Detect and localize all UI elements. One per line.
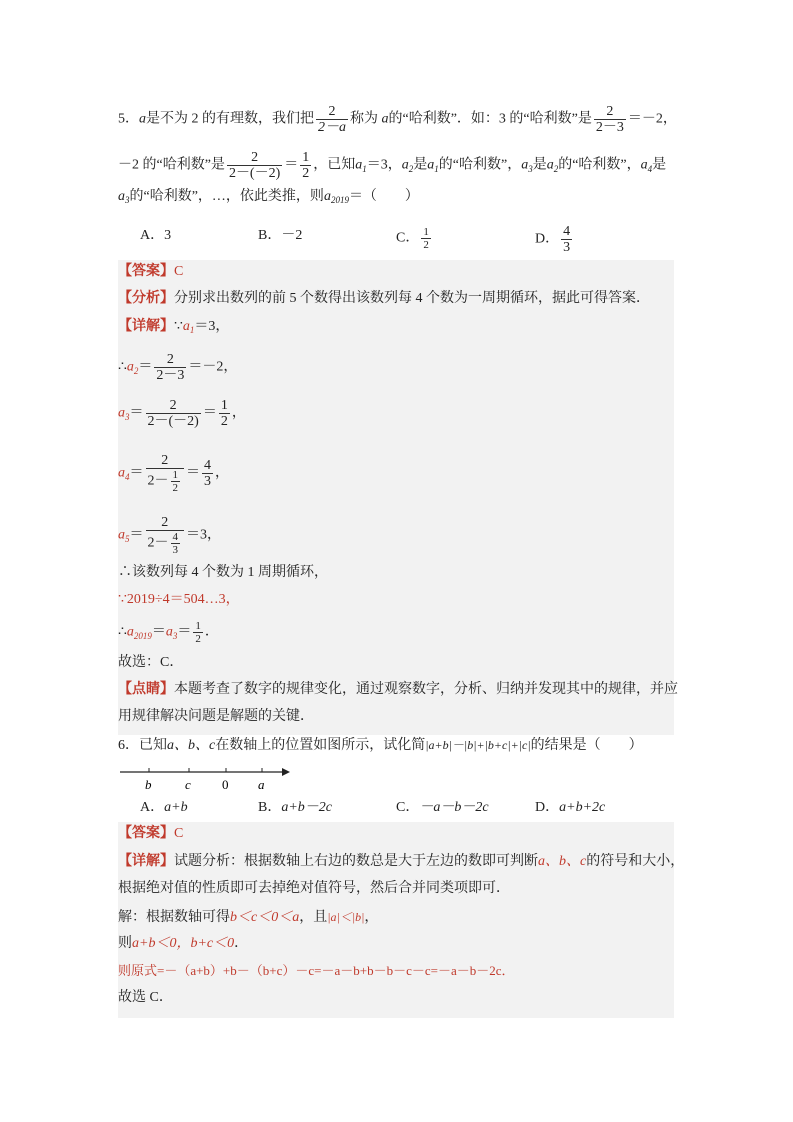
q5-option-b[interactable]: B．－2 (258, 228, 303, 243)
q6-option-d[interactable]: D．a+b+2c (535, 800, 606, 815)
q6-step-4: 故选 C． (118, 990, 173, 1005)
q5-detail-9: 故选：C． (118, 655, 184, 670)
q5-detail-2: $\therefore a_2=$ $\frac{2}{2-3}$ ＝－2， (118, 352, 238, 383)
q5-comment-2: 用规律解决问题是解题的关键． (118, 709, 314, 724)
q6-step-2: 则a+b＜0，b+c＜0． (118, 936, 249, 951)
q5-option-d[interactable]: D． $\frac{4}{3}$ (535, 224, 571, 255)
label-0: 0 (222, 777, 229, 792)
q5-option-a[interactable]: A．3 (140, 228, 172, 243)
q5-detail-8: $\therefore a_{2019}=a_3=$ $\frac{1}{2}$ ． (118, 620, 219, 645)
q6-stem: 6．已知a、b、c在数轴上的位置如图所示，试化简|a+b|－|b|+|b+c|+|c|的结果是（ ） (118, 738, 643, 753)
q5-line-3: $a_3$的“哈利数”，…，依此类推，则$a_{2019}=$（ ） (118, 189, 419, 205)
q6-option-a[interactable]: A．a+b (140, 800, 188, 815)
q5-line-1: 5．a是不为 2 的有理数，我们把 $\frac{2}{2-a}$ 称为 a的“哈利数”．如：3 的“哈利数”是 $\frac{2}{2-3}$ ＝－2， (118, 104, 677, 135)
q5-main-fraction: $\frac{2}{2-a}$ (318, 104, 346, 135)
label-a: a (258, 777, 265, 792)
q6-option-b[interactable]: B．a+b－2c (258, 800, 333, 815)
q5-analysis: 【分析】分别求出数列的前 5 个数得出该数列每 4 个数为一周期循环，据此可得答案． (118, 291, 650, 306)
q6-answer: 【答案】C (118, 826, 184, 841)
label-c: c (185, 777, 191, 792)
label-b: b (145, 777, 152, 792)
number-line (118, 762, 298, 796)
q5-comment-1: 【点睛】本题考查了数字的规律变化，通过观察数字，分析、归纳并发现其中的规律，并应 (118, 682, 678, 697)
q5-option-c[interactable]: C． $\frac{1}{2}$ (396, 226, 429, 251)
q6-detail-2: 根据绝对值的性质即可去掉绝对值符号，然后合并同类项即可． (118, 881, 510, 896)
q6-option-c[interactable]: C．－a－b－2c (396, 800, 489, 815)
q5-detail-1: 【详解】$\because a_1=3$， (118, 319, 230, 335)
q6-detail-1: 【详解】试题分析：根据数轴上右边的数总是大于左边的数即可判断a、b、c的符号和大小， (118, 854, 685, 869)
q5-example-fraction: $\frac{2}{2-3}$ (595, 104, 624, 135)
q5-detail-3: $a_3=$ $\frac{2}{2-(-2)}$ ＝ $\frac{1}{2}$ ， (118, 398, 246, 429)
q5-detail-7: ∵2019÷4＝504…3， (118, 592, 240, 607)
q5-answer: 【答案】C (118, 264, 184, 279)
number-line-arrow (282, 768, 290, 776)
q6-step-1: 解：根据数轴可得b＜c＜0＜a，且|a|＜|b|， (118, 910, 379, 925)
q5-detail-6: ∴该数列每 4 个数为 1 周期循环， (118, 565, 328, 580)
q5-detail-4: $a_4=$ 2 2－ $\frac{1}{2}$ ＝ $\frac{4}{3}$ ， (118, 453, 229, 494)
q6-step-3: 则原式=－（a+b）+b－（b+c）－c=－a－b+b－b－c－c=－a－b－2c． (118, 963, 515, 978)
q5-line-2: －2 的“哈利数”是 $\frac{2}{2-(-2)}$ ＝ $\frac{1}{2}$ ，已知$a_1=3$，$a_2$是$a_1$的“哈利数”，$a_3$是$a_2$的“哈利数”，$a_4$是 (118, 150, 667, 181)
q5-detail-5: $a_5=$ 2 2－ $\frac{4}{3}$ ＝3， (118, 515, 221, 556)
